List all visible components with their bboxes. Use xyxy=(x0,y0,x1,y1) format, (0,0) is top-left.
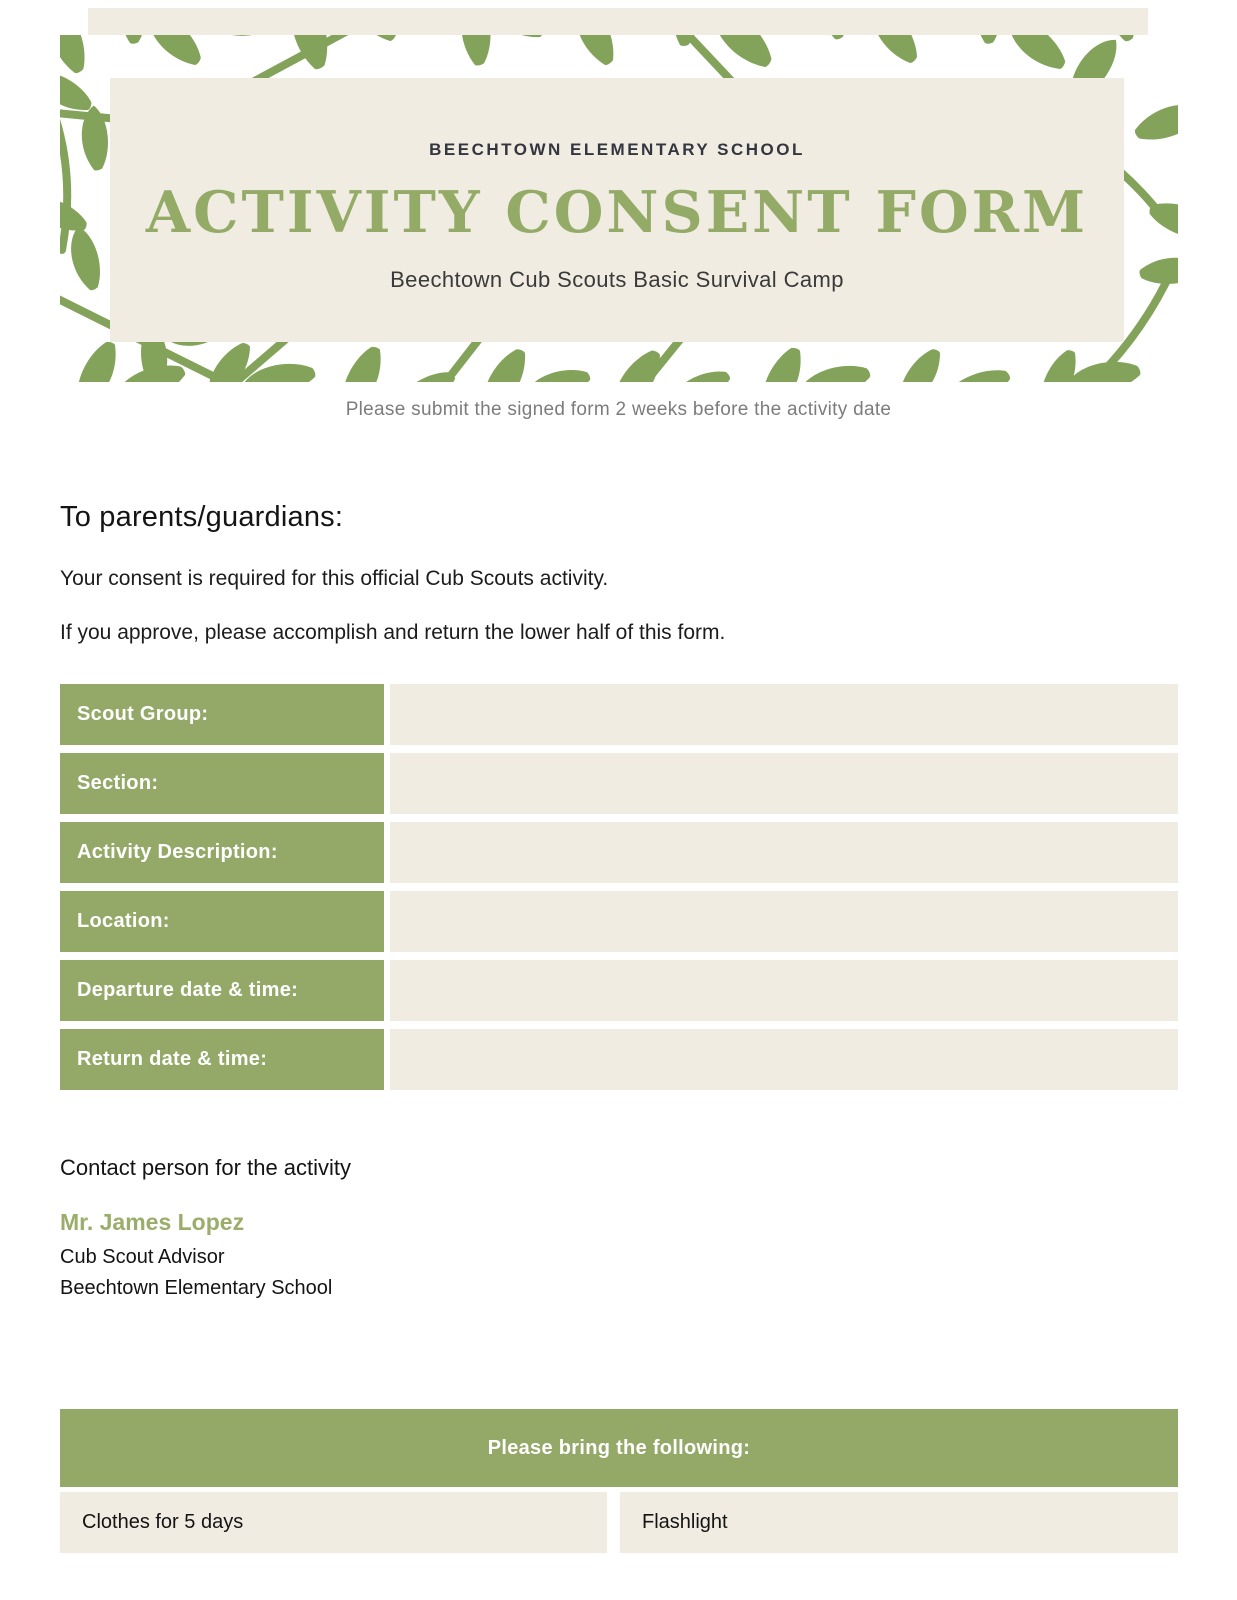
table-row xyxy=(60,891,1178,952)
field-label-location: Location: xyxy=(60,891,384,952)
contact-organization: Beechtown Elementary School xyxy=(60,1277,333,1299)
intro-heading: To parents/guardians: xyxy=(60,501,344,533)
table-row xyxy=(60,1029,1178,1090)
bring-heading: Please bring the following: xyxy=(487,1436,751,1459)
field-value-return[interactable] xyxy=(390,1029,1178,1090)
page-subtitle: Beechtown Cub Scouts Basic Survival Camp xyxy=(390,267,844,292)
table-row xyxy=(60,684,1178,745)
table-row xyxy=(60,960,1178,1021)
list-item: Clothes for 5 days xyxy=(60,1492,607,1553)
field-label-activity-description: Activity Description: xyxy=(60,822,384,883)
field-value-activity-description[interactable] xyxy=(390,822,1178,883)
activity-details-table xyxy=(60,684,1178,1090)
field-value-section[interactable] xyxy=(390,753,1178,814)
contact-name: Mr. James Lopez xyxy=(60,1209,245,1235)
field-label-return: Return date & time: xyxy=(60,1029,384,1090)
field-value-location[interactable] xyxy=(390,891,1178,952)
bring-items-row xyxy=(60,1492,1178,1553)
table-row xyxy=(60,753,1178,814)
bring-heading-banner xyxy=(60,1409,1178,1487)
field-value-scout-group[interactable] xyxy=(390,684,1178,745)
field-label-section: Section: xyxy=(60,753,384,814)
contact-role: Cub Scout Advisor xyxy=(60,1246,225,1268)
list-item: Flashlight xyxy=(620,1492,1178,1553)
field-label-departure: Departure date & time: xyxy=(60,960,384,1021)
table-row xyxy=(60,822,1178,883)
top-cream-strip xyxy=(88,8,1148,35)
page-title: ACTIVITY CONSENT FORM xyxy=(145,179,1089,246)
contact-heading: Contact person for the activity xyxy=(60,1155,352,1180)
header-card xyxy=(110,78,1124,342)
field-label-scout-group: Scout Group: xyxy=(60,684,384,745)
school-name: BEECHTOWN ELEMENTARY SCHOOL xyxy=(429,140,805,159)
field-value-departure[interactable] xyxy=(390,960,1178,1021)
intro-line-2: If you approve, please accomplish and return the lower half of this form. xyxy=(60,621,726,644)
submit-note: Please submit the signed form 2 weeks before the activity date xyxy=(345,399,892,420)
intro-line-1: Your consent is required for this official Cub Scouts activity. xyxy=(60,567,609,590)
